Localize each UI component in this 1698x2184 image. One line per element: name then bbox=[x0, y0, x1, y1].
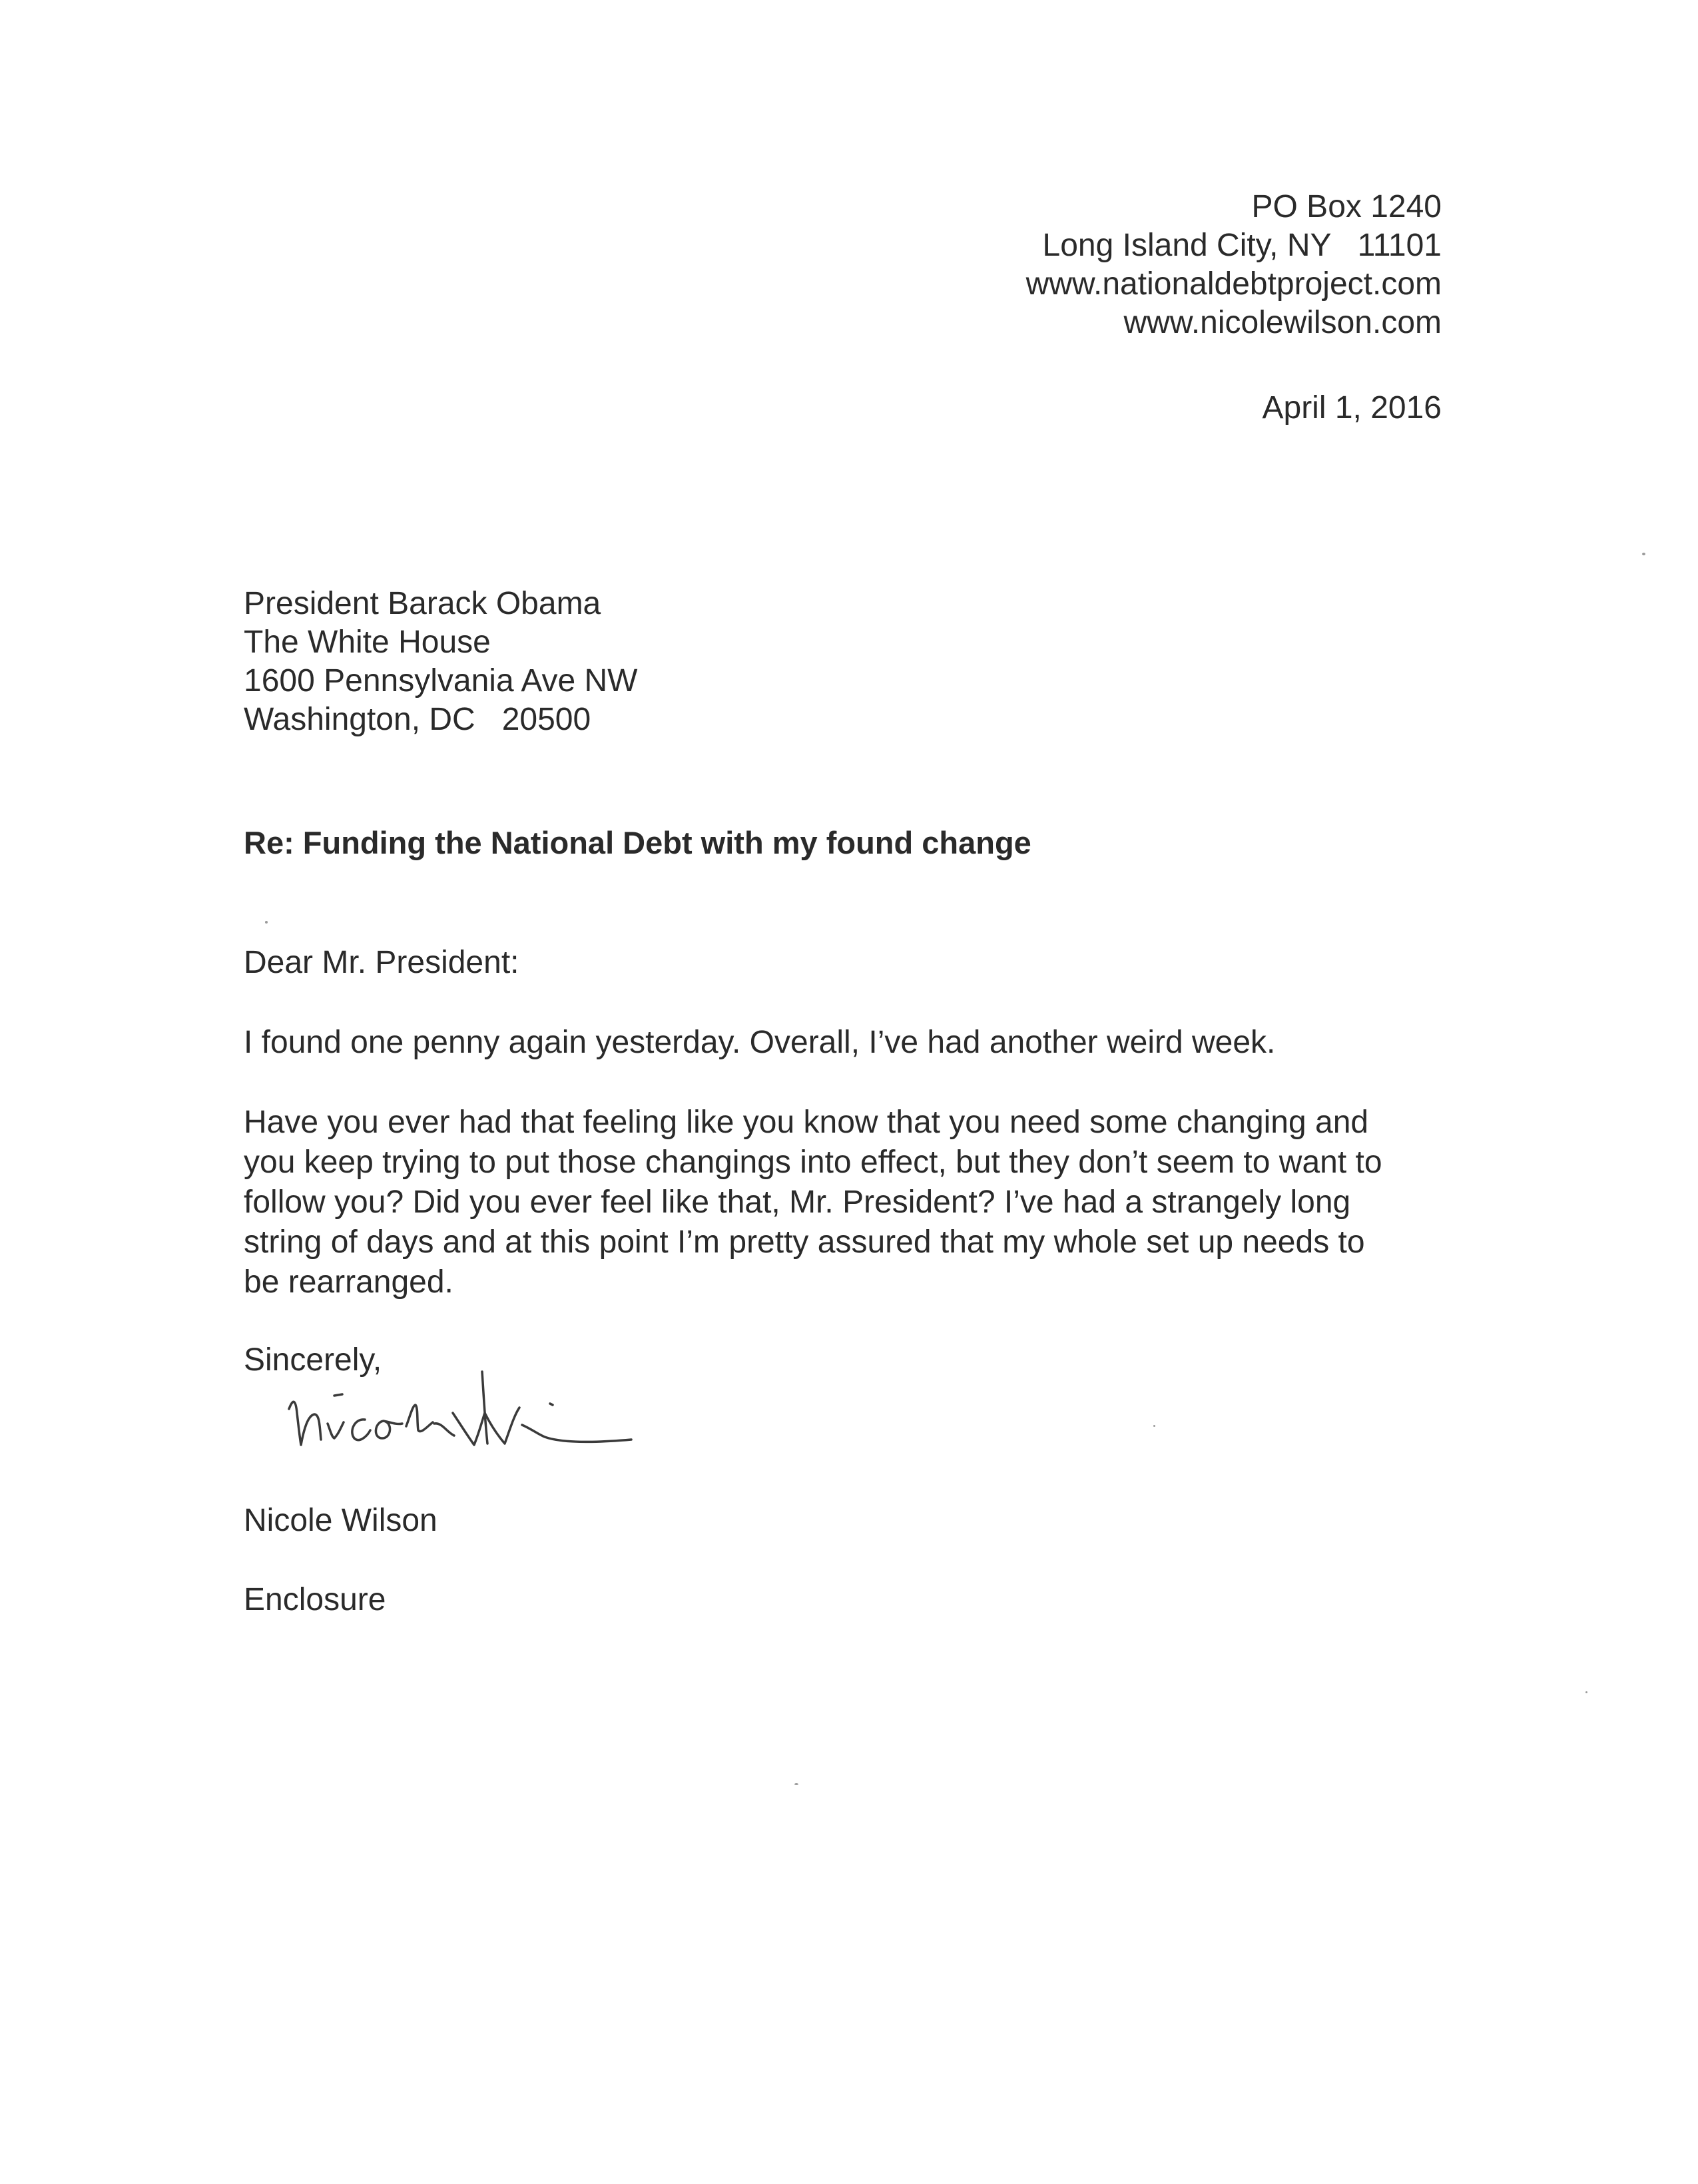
sender-address-line-1: PO Box 1240 bbox=[1251, 189, 1442, 224]
recipient-line-2: The White House bbox=[244, 625, 491, 660]
body-paragraph-2-line: string of days and at this point I’m pretty assured that my whole set up needs to bbox=[244, 1225, 1365, 1260]
sender-website-1: www.nationaldebtproject.com bbox=[1025, 266, 1442, 302]
scan-speck bbox=[1642, 553, 1645, 555]
signature-stroke bbox=[482, 1372, 487, 1444]
signature-stroke bbox=[289, 1402, 321, 1445]
signature-stroke bbox=[406, 1405, 433, 1432]
body-paragraph-2-line: be rearranged. bbox=[244, 1264, 453, 1300]
body-paragraph-1: I found one penny again yesterday. Overall, I’ve had another weird week. bbox=[244, 1025, 1276, 1060]
recipient-line-1: President Barack Obama bbox=[244, 586, 601, 621]
body-paragraph-2-line: follow you? Did you ever feel like that, Mr. President? I’ve had a strangely long bbox=[244, 1185, 1351, 1220]
signature-stroke bbox=[334, 1394, 342, 1396]
body-paragraph-2 bbox=[244, 1103, 1456, 1302]
signature-stroke bbox=[352, 1420, 370, 1440]
scan-speck bbox=[1585, 1691, 1587, 1693]
enclosure-label: Enclosure bbox=[244, 1582, 386, 1617]
closing: Sincerely, bbox=[244, 1342, 382, 1378]
scan-speck bbox=[1153, 1425, 1155, 1427]
signature-stroke bbox=[376, 1421, 402, 1438]
scan-speck bbox=[794, 1783, 798, 1785]
signature-stroke bbox=[434, 1424, 454, 1436]
recipient-line-4: Washington, DC 20500 bbox=[244, 702, 591, 737]
subject-line: Re: Funding the National Debt with my found change bbox=[244, 825, 1031, 860]
scan-speck bbox=[265, 921, 268, 924]
handwritten-signature bbox=[280, 1352, 679, 1485]
sender-website-2: www.nicolewilson.com bbox=[1123, 305, 1442, 340]
recipient-address bbox=[244, 585, 637, 739]
sender-address-line-2: Long Island City, NY 11101 bbox=[1042, 228, 1442, 263]
recipient-line-3: 1600 Pennsylvania Ave NW bbox=[244, 663, 638, 698]
salutation: Dear Mr. President: bbox=[244, 945, 519, 980]
sender-address bbox=[1026, 188, 1442, 342]
signature-stroke bbox=[328, 1422, 344, 1438]
signer-name: Nicole Wilson bbox=[244, 1503, 437, 1538]
signature-stroke bbox=[550, 1404, 553, 1405]
signature-stroke bbox=[522, 1425, 631, 1442]
letter-date: April 1, 2016 bbox=[1262, 390, 1442, 425]
body-paragraph-2-line: Have you ever had that feeling like you know that you need some changing and bbox=[244, 1105, 1369, 1140]
body-paragraph-2-line: you keep trying to put those changings into effect, but they don’t seem to want to bbox=[244, 1145, 1382, 1180]
